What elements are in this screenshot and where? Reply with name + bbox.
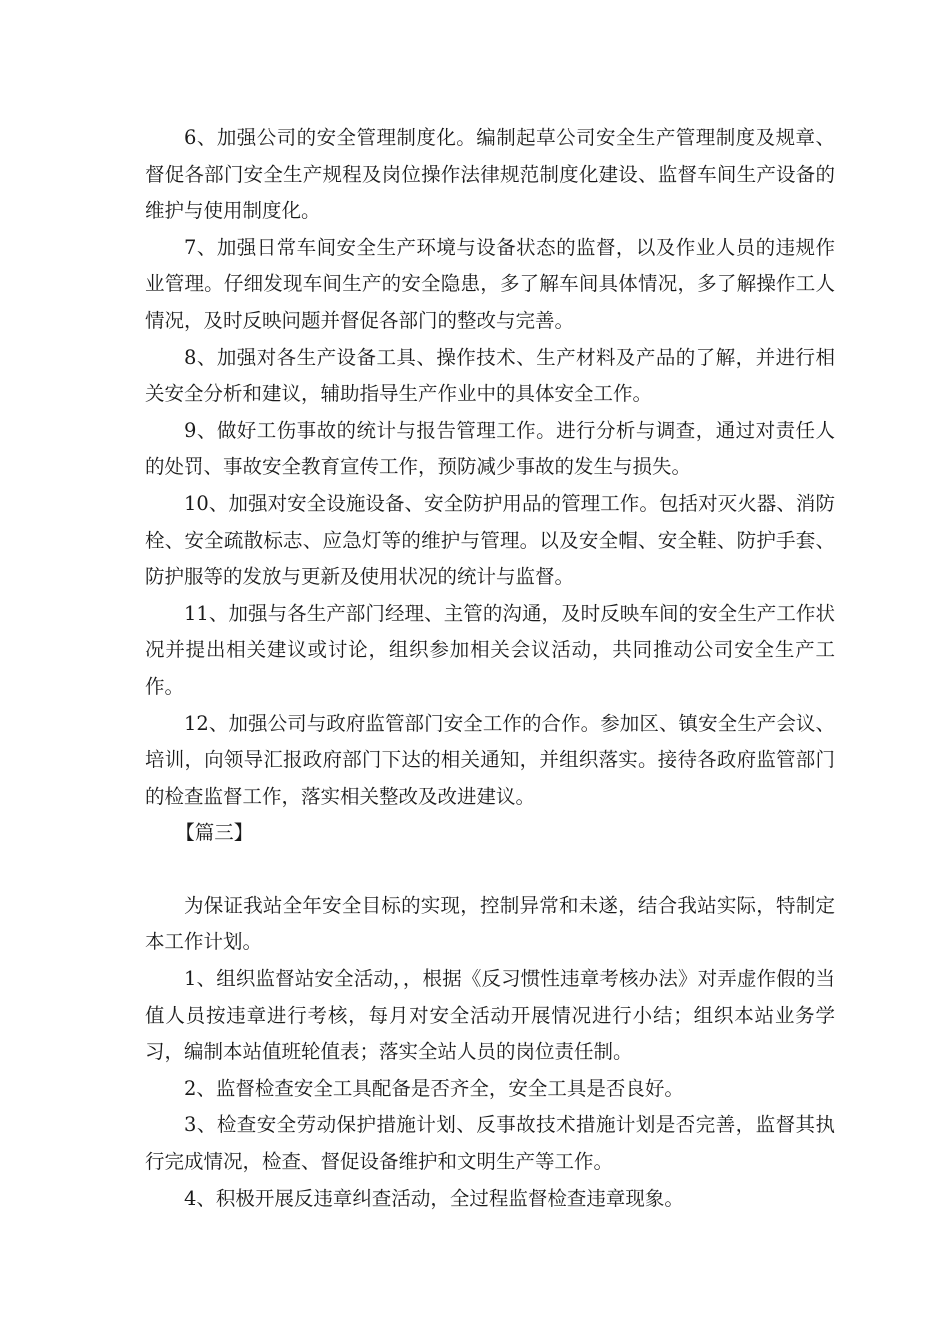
- paragraph-plan-2: 2、监督检查安全工具配备是否齐全，安全工具是否良好。: [184, 1076, 684, 1100]
- paragraph-item-7: 7、加强日常车间安全生产环境与设备状态的监督，以及作业人员的违规作业管理。仔细发现车间生产的安全隐患，多了解车间具体情况，多了解操作工人情况，及时反映问题并督促各部门的整改与完善。: [145, 235, 835, 332]
- paragraph-plan-1: 1、组织监督站安全活动，，根据《反习惯性违章考核办法》对弄虚作假的当值人员按违章进行考核，每月对安全活动开展情况进行小结；组织本站业务学习，编制本站值班轮值表；落实全站人员的岗位责任制。: [145, 967, 835, 1064]
- paragraph-item-11: 11、加强与各生产部门经理、主管的沟通，及时反映车间的安全生产工作状况并提出相关建议或讨论，组织参加相关会议活动，共同推动公司安全生产工作。: [145, 601, 835, 698]
- paragraph-item-12: 12、加强公司与政府监管部门安全工作的合作。参加区、镇安全生产会议、培训，向领导汇报政府部门下达的相关通知，并组织落实。接待各政府监管部门的检查监督工作，落实相关整改及改进建议。: [145, 711, 835, 808]
- paragraph-intro: 为保证我站全年安全目标的实现，控制异常和未遂，结合我站实际，特制定本工作计划。: [145, 893, 835, 954]
- paragraph-item-8: 8、加强对各生产设备工具、操作技术、生产材料及产品的了解，并进行相关安全分析和建议，辅助指导生产作业中的具体安全工作。: [145, 345, 835, 406]
- paragraph-item-10: 10、加强对安全设施设备、安全防护用品的管理工作。包括对灭火器、消防栓、安全疏散标志、应急灯等的维护与管理。以及安全帽、安全鞋、防护手套、防护服等的发放与更新及使用状况的统计与监督。: [145, 491, 835, 589]
- section-heading: 【篇三】: [175, 821, 254, 845]
- paragraph-item-9: 9、做好工伤事故的统计与报告管理工作。进行分析与调查，通过对责任人的处罚、事故安全教育宣传工作，预防减少事故的发生与损失。: [145, 418, 835, 479]
- paragraph-plan-3: 3、检查安全劳动保护措施计划、反事故技术措施计划是否完善，监督其执行完成情况，检查、督促设备维护和文明生产等工作。: [145, 1113, 835, 1174]
- paragraph-item-6: 6、加强公司的安全管理制度化。编制起草公司安全生产管理制度及规章、督促各部门安全生产规程及岗位操作法律规范制度化建设、监督车间生产设备的维护与使用制度化。: [145, 126, 835, 223]
- document-body: [145, 120, 835, 1217]
- section-spacer: [145, 852, 835, 888]
- paragraph-plan-4: 4、积极开展反违章纠查活动，全过程监督检查违章现象。: [184, 1186, 684, 1210]
